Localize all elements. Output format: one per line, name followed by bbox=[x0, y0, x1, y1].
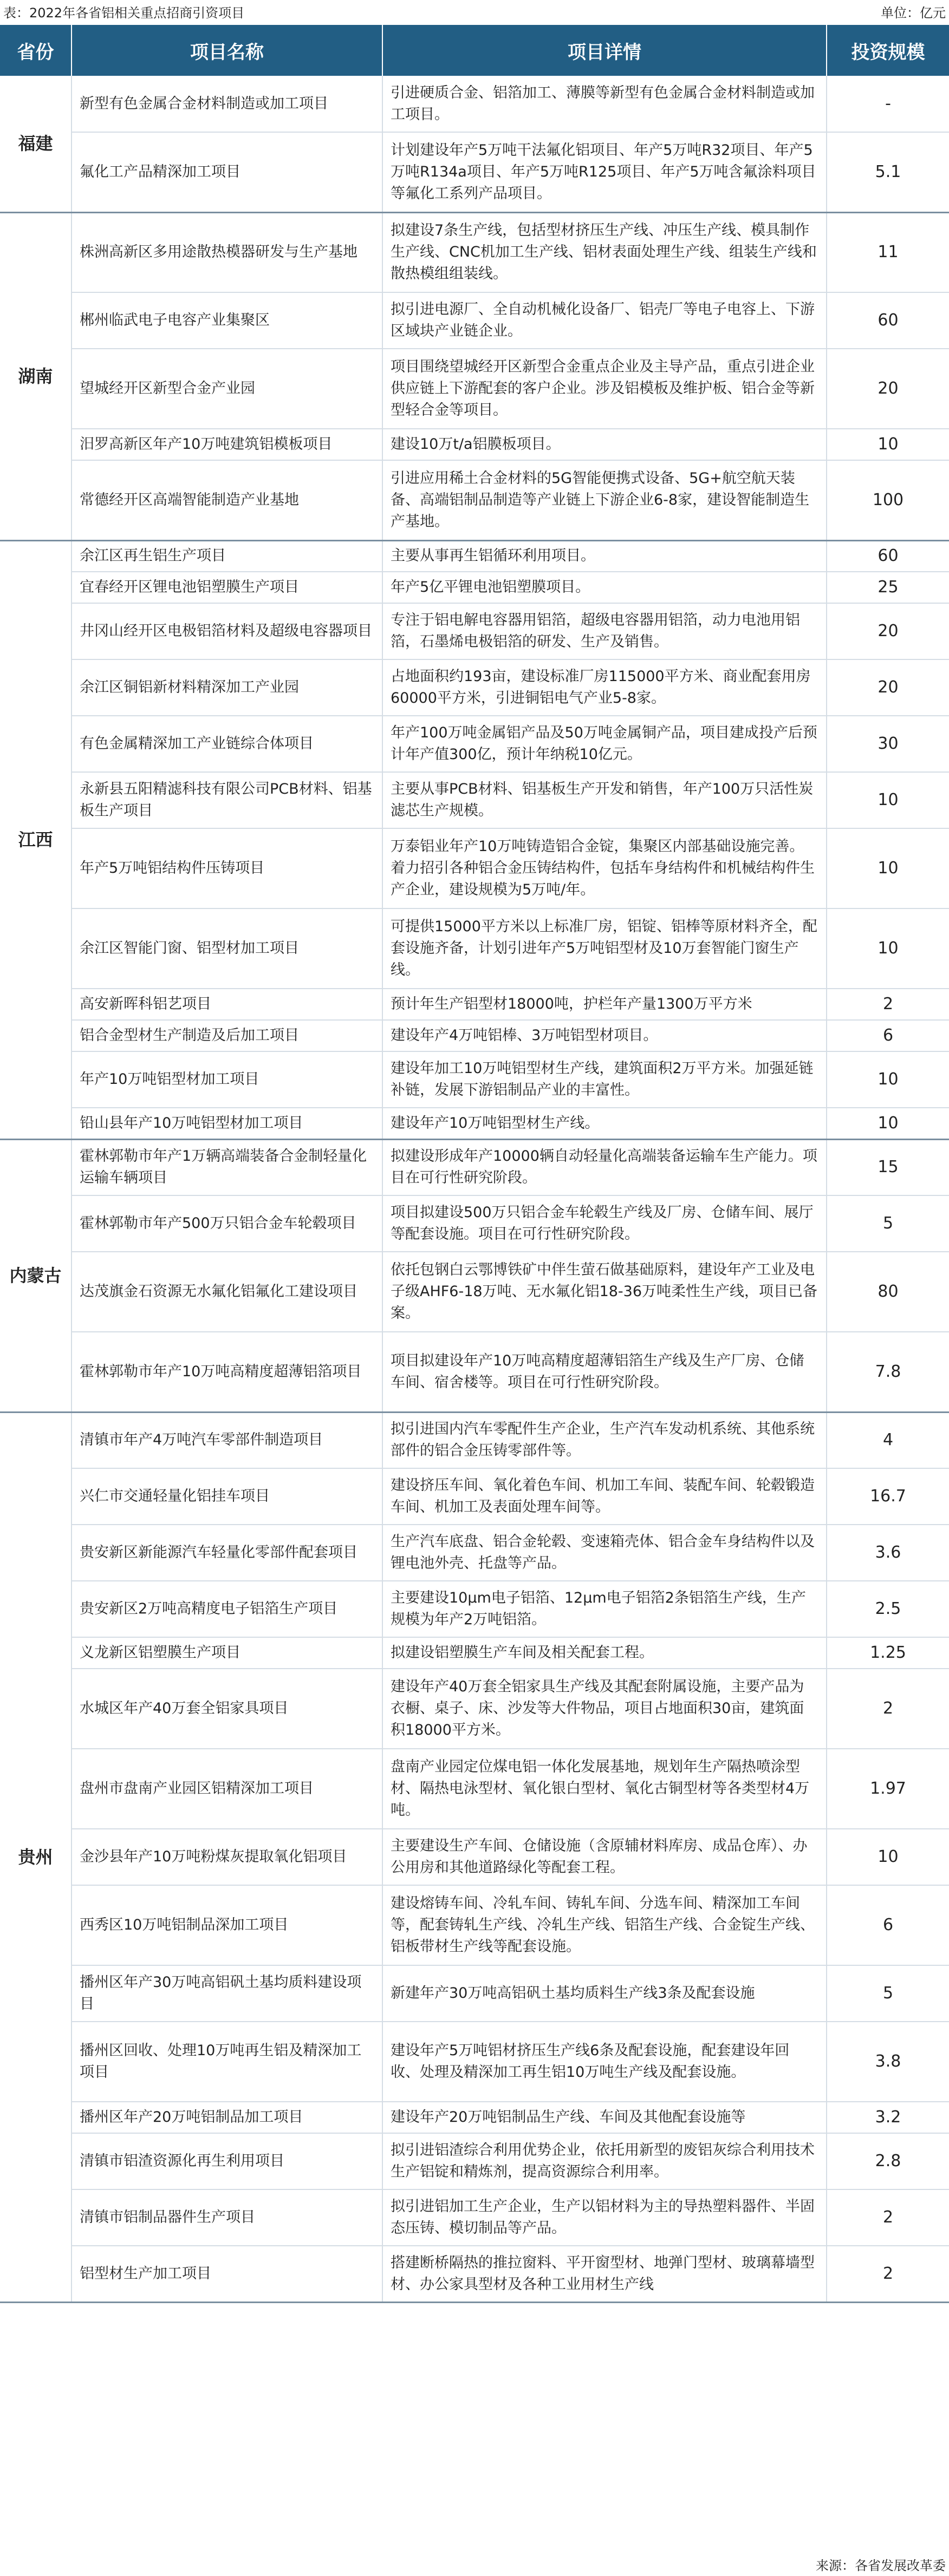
table-row bbox=[0, 2102, 949, 2133]
project-detail-cell: 生产汽车底盘、铝合金轮毂、变速箱壳体、铝合金车身结构件以及锂电池外壳、托盘等产品。 bbox=[382, 1525, 827, 1581]
project-detail-cell: 引进硬质合金、铝箔加工、薄膜等新型有色金属合金材料制造或加工项目。 bbox=[382, 76, 827, 132]
project-name-cell: 金沙县年产10万吨粉煤灰提取氧化铝项目 bbox=[72, 1829, 382, 1885]
project-name-cell: 宜春经开区锂电池铝塑膜生产项目 bbox=[72, 572, 382, 603]
project-detail-cell: 年产5亿平锂电池铝塑膜项目。 bbox=[382, 572, 827, 603]
project-name-cell: 余江区铜铝新材料精深加工产业园 bbox=[72, 659, 382, 716]
investment-cell: 10 bbox=[827, 908, 949, 989]
table-row bbox=[0, 76, 949, 132]
project-name-cell: 达茂旗金石资源无水氟化铝氟化工建设项目 bbox=[72, 1252, 382, 1332]
project-name-cell: 永新县五阳精滤科技有限公司PCB材料、铝基板生产项目 bbox=[72, 772, 382, 828]
investment-cell: 10 bbox=[827, 772, 949, 828]
investment-cell: 2 bbox=[827, 2246, 949, 2302]
table-row bbox=[0, 2022, 949, 2102]
project-detail-cell: 建设年产20万吨铝制品生产线、车间及其他配套设施等 bbox=[382, 2102, 827, 2133]
investment-cell: 5 bbox=[827, 1965, 949, 2022]
table-row bbox=[0, 1051, 949, 1108]
header-province: 省份 bbox=[0, 25, 72, 76]
investment-cell: 11 bbox=[827, 212, 949, 292]
table-row bbox=[0, 659, 949, 716]
table-row bbox=[0, 828, 949, 908]
project-name-cell: 余江区再生铝生产项目 bbox=[72, 540, 382, 572]
project-detail-cell: 拟建设铝塑膜生产车间及相关配套工程。 bbox=[382, 1637, 827, 1669]
project-detail-cell: 建设10万t/a铝膜板项目。 bbox=[382, 429, 827, 460]
project-name-cell: 高安新晖科铝艺项目 bbox=[72, 989, 382, 1020]
project-name-cell: 有色金属精深加工产业链综合体项目 bbox=[72, 716, 382, 772]
investment-cell: 60 bbox=[827, 292, 949, 349]
province-cell: 内蒙古 bbox=[0, 1139, 72, 1412]
project-detail-cell: 项目围绕望城经开区新型合金重点企业及主导产品，重点引进企业供应链上下游配套的客户企业。涉及铝模板及维护板、铝合金等新型轻合金等项目。 bbox=[382, 349, 827, 429]
project-name-cell: 兴仁市交通轻量化铝挂车项目 bbox=[72, 1468, 382, 1525]
project-name-cell: 义龙新区铝塑膜生产项目 bbox=[72, 1637, 382, 1669]
table-row bbox=[0, 540, 949, 572]
investment-cell: 25 bbox=[827, 572, 949, 603]
project-name-cell: 铝型材生产加工项目 bbox=[72, 2246, 382, 2302]
table-row bbox=[0, 1332, 949, 1412]
project-name-cell: 年产5万吨铝结构件压铸项目 bbox=[72, 828, 382, 908]
project-detail-cell: 引进应用稀土合金材料的5G智能便携式设备、5G+航空航天装备、高端铝制品制造等产业链上下游企业6-8家，建设智能制造生产基地。 bbox=[382, 460, 827, 540]
investment-cell: 3.8 bbox=[827, 2022, 949, 2102]
table-row bbox=[0, 603, 949, 659]
table-row bbox=[0, 1965, 949, 2022]
table-row bbox=[0, 132, 949, 212]
caption-bar bbox=[0, 0, 949, 23]
project-detail-cell: 主要建设生产车间、仓储设施（含原辅材料库房、成品仓库）、办公用房和其他道路绿化等配套工程。 bbox=[382, 1829, 827, 1885]
table-row bbox=[0, 1829, 949, 1885]
table-row bbox=[0, 1581, 949, 1637]
project-name-cell: 水城区年产40万套全铝家具项目 bbox=[72, 1669, 382, 1749]
table-row bbox=[0, 429, 949, 460]
project-name-cell: 常德经开区高端智能制造产业基地 bbox=[72, 460, 382, 540]
table-row bbox=[0, 1885, 949, 1965]
project-detail-cell: 搭建断桥隔热的推拉窗料、平开窗型材、地弹门型材、玻璃幕墙型材、办公家具型材及各种工业用材生产线 bbox=[382, 2246, 827, 2302]
investment-cell: 16.7 bbox=[827, 1468, 949, 1525]
investment-cell: 2 bbox=[827, 2189, 949, 2246]
project-name-cell: 清镇市铝制品器件生产项目 bbox=[72, 2189, 382, 2246]
project-name-cell: 盘州市盘南产业园区铝精深加工项目 bbox=[72, 1749, 382, 1829]
project-detail-cell: 拟引进铝渣综合利用优势企业，依托用新型的废铝灰综合利用技术生产铝锭和精炼剂，提高资源综合利用率。 bbox=[382, 2133, 827, 2189]
investment-cell: 100 bbox=[827, 460, 949, 540]
table-row bbox=[0, 1637, 949, 1669]
table-row bbox=[0, 772, 949, 828]
project-detail-cell: 主要从事再生铝循环利用项目。 bbox=[382, 540, 827, 572]
project-detail-cell: 建设年加工10万吨铝型材生产线，建筑面积2万平方米。加强延链补链，发展下游铝制品产业的丰富性。 bbox=[382, 1051, 827, 1108]
investment-cell: 60 bbox=[827, 540, 949, 572]
project-detail-cell: 主要建设10μm电子铝箔、12μm电子铝箔2条铝箔生产线，生产规模为年产2万吨铝箔。 bbox=[382, 1581, 827, 1637]
investment-cell: 3.2 bbox=[827, 2102, 949, 2133]
table-caption: 表：2022年各省铝相关重点招商引资项目 bbox=[3, 5, 245, 21]
project-name-cell: 望城经开区新型合金产业园 bbox=[72, 349, 382, 429]
table-row bbox=[0, 1139, 949, 1195]
table-row bbox=[0, 292, 949, 349]
project-name-cell: 播州区年产30万吨高铝矾土基均质料建设项目 bbox=[72, 1965, 382, 2022]
project-name-cell: 清镇市年产4万吨汽车零部件制造项目 bbox=[72, 1412, 382, 1468]
project-detail-cell: 专注于铝电解电容器用铝箔，超级电容器用铝箔，动力电池用铝箔，石墨烯电极铝箔的研发、生产及销售。 bbox=[382, 603, 827, 659]
table-row bbox=[0, 716, 949, 772]
project-name-cell: 井冈山经开区电极铝箔材料及超级电容器项目 bbox=[72, 603, 382, 659]
investment-cell: 10 bbox=[827, 1051, 949, 1108]
header-investment: 投资规模 bbox=[827, 25, 949, 76]
investment-cell: 6 bbox=[827, 1885, 949, 1965]
investment-cell: 2.8 bbox=[827, 2133, 949, 2189]
project-detail-cell: 主要从事PCB材料、铝基板生产开发和销售，年产100万只活性炭滤芯生产规模。 bbox=[382, 772, 827, 828]
table-row bbox=[0, 1412, 949, 1468]
project-detail-cell: 年产100万吨金属铝产品及50万吨金属铜产品，项目建成投产后预计年产值300亿，预计年纳税10亿元。 bbox=[382, 716, 827, 772]
project-detail-cell: 万泰铝业年产10万吨铸造铝合金锭，集聚区内部基础设施完善。着力招引各种铝合金压铸结构件，包括车身结构件和机械结构件生产企业，建设规模为5万吨/年。 bbox=[382, 828, 827, 908]
investment-cell: 15 bbox=[827, 1139, 949, 1195]
table-row bbox=[0, 1749, 949, 1829]
investment-cell: 20 bbox=[827, 603, 949, 659]
project-detail-cell: 建设年产10万吨铝型材生产线。 bbox=[382, 1108, 827, 1139]
project-name-cell: 年产10万吨铝型材加工项目 bbox=[72, 1051, 382, 1108]
table-body bbox=[0, 76, 949, 2302]
project-name-cell: 氟化工产品精深加工项目 bbox=[72, 132, 382, 212]
project-detail-cell: 预计年生产铝型材18000吨，护栏年产量1300万平方米 bbox=[382, 989, 827, 1020]
investment-cell: 1.25 bbox=[827, 1637, 949, 1669]
investment-cell: 10 bbox=[827, 1829, 949, 1885]
province-cell: 贵州 bbox=[0, 1412, 72, 2302]
table-row bbox=[0, 2189, 949, 2246]
table-row bbox=[0, 1108, 949, 1139]
investment-cell: 7.8 bbox=[827, 1332, 949, 1412]
project-detail-cell: 建设年产40万套全铝家具生产线及其配套附属设施，主要产品为衣橱、桌子、床、沙发等大件物品，项目占地面积30亩，建筑面积18000平方米。 bbox=[382, 1669, 827, 1749]
source-note: 来源：各省发展改革委 bbox=[816, 2558, 946, 2573]
investment-cell: 80 bbox=[827, 1252, 949, 1332]
project-name-cell: 贵安新区2万吨高精度电子铝箔生产项目 bbox=[72, 1581, 382, 1637]
project-detail-cell: 依托包钢白云鄂博铁矿中伴生萤石做基础原料，建设年产工业及电子级AHF6-18万吨、无水氟化铝18-36万吨柔性生产线，项目已备案。 bbox=[382, 1252, 827, 1332]
project-detail-cell: 拟引进铝加工生产企业，生产以铝材料为主的导热塑料器件、半固态压铸、模切制品等产品。 bbox=[382, 2189, 827, 2246]
project-detail-cell: 建设挤压车间、氧化着色车间、机加工车间、装配车间、轮毂锻造车间、机加工及表面处理车间等。 bbox=[382, 1468, 827, 1525]
investment-cell: - bbox=[827, 76, 949, 132]
unit-label: 单位：亿元 bbox=[881, 5, 946, 21]
table-row bbox=[0, 1468, 949, 1525]
header-project-detail: 项目详情 bbox=[382, 25, 827, 76]
project-name-cell: 郴州临武电子电容产业集聚区 bbox=[72, 292, 382, 349]
project-detail-cell: 项目拟建设500万只铝合金车轮毂生产线及厂房、仓储车间、展厅等配套设施。项目在可行性研究阶段。 bbox=[382, 1195, 827, 1252]
investment-cell: 3.6 bbox=[827, 1525, 949, 1581]
investment-cell: 2 bbox=[827, 989, 949, 1020]
project-name-cell: 霍林郭勒市年产1万辆高端装备合金制轻量化运输车辆项目 bbox=[72, 1139, 382, 1195]
project-detail-cell: 拟建设形成年产10000辆自动轻量化高端装备运输车生产能力。项目在可行性研究阶段。 bbox=[382, 1139, 827, 1195]
project-detail-cell: 建设年产4万吨铝棒、3万吨铝型材项目。 bbox=[382, 1020, 827, 1051]
table-row bbox=[0, 2246, 949, 2302]
province-cell: 福建 bbox=[0, 76, 72, 212]
header-project-name: 项目名称 bbox=[72, 25, 382, 76]
table-header-row bbox=[0, 25, 949, 76]
table-row bbox=[0, 1020, 949, 1051]
project-detail-cell: 拟引进国内汽车零配件生产企业，生产汽车发动机系统、其他系统部件的铝合金压铸零部件等。 bbox=[382, 1412, 827, 1468]
project-detail-cell: 项目拟建设年产10万吨高精度超薄铝箔生产线及生产厂房、仓储车间、宿舍楼等。项目在可行性研究阶段。 bbox=[382, 1332, 827, 1412]
investment-cell: 2.5 bbox=[827, 1581, 949, 1637]
investment-cell: 1.97 bbox=[827, 1749, 949, 1829]
project-name-cell: 西秀区10万吨铝制品深加工项目 bbox=[72, 1885, 382, 1965]
province-cell: 江西 bbox=[0, 540, 72, 1139]
project-name-cell: 播州区回收、处理10万吨再生铝及精深加工项目 bbox=[72, 2022, 382, 2102]
project-name-cell: 余江区智能门窗、铝型材加工项目 bbox=[72, 908, 382, 989]
investment-cell: 30 bbox=[827, 716, 949, 772]
table-row bbox=[0, 2133, 949, 2189]
project-name-cell: 清镇市铝渣资源化再生利用项目 bbox=[72, 2133, 382, 2189]
province-cell: 湖南 bbox=[0, 212, 72, 540]
project-name-cell: 霍林郭勒市年产500万只铝合金车轮毂项目 bbox=[72, 1195, 382, 1252]
project-detail-cell: 建设年产5万吨铝材挤压生产线6条及配套设施，配套建设年回收、处理及精深加工再生铝10万吨生产线及配套设施。 bbox=[382, 2022, 827, 2102]
table-row bbox=[0, 212, 949, 292]
project-name-cell: 新型有色金属合金材料制造或加工项目 bbox=[72, 76, 382, 132]
project-name-cell: 霍林郭勒市年产10万吨高精度超薄铝箔项目 bbox=[72, 1332, 382, 1412]
table-row bbox=[0, 1669, 949, 1749]
projects-table bbox=[0, 25, 949, 2303]
table-row bbox=[0, 1525, 949, 1581]
table-row bbox=[0, 349, 949, 429]
project-detail-cell: 拟引进电源厂、全自动机械化设备厂、铝壳厂等电子电容上、下游区域块产业链企业。 bbox=[382, 292, 827, 349]
project-detail-cell: 建设熔铸车间、冷轧车间、铸轧车间、分选车间、精深加工车间等，配套铸轧生产线、冷轧生产线、铝箔生产线、合金锭生产线、铝板带材生产线等配套设施。 bbox=[382, 1885, 827, 1965]
project-detail-cell: 拟建设7条生产线，包括型材挤压生产线、冲压生产线、模具制作生产线、CNC机加工生产线、铝材表面处理生产线、组装生产线和散热模组组装线。 bbox=[382, 212, 827, 292]
investment-cell: 10 bbox=[827, 1108, 949, 1139]
table-row bbox=[0, 572, 949, 603]
investment-cell: 5.1 bbox=[827, 132, 949, 212]
project-detail-cell: 盘南产业园定位煤电铝一体化发展基地，规划年生产隔热喷涂型材、隔热电泳型材、氧化银白型材、氧化古铜型材等各类型材4万吨。 bbox=[382, 1749, 827, 1829]
investment-cell: 20 bbox=[827, 659, 949, 716]
investment-cell: 6 bbox=[827, 1020, 949, 1051]
project-name-cell: 铅山县年产10万吨铝型材加工项目 bbox=[72, 1108, 382, 1139]
table-row bbox=[0, 1252, 949, 1332]
project-name-cell: 株洲高新区多用途散热模器研发与生产基地 bbox=[72, 212, 382, 292]
table-row bbox=[0, 908, 949, 989]
project-name-cell: 汨罗高新区年产10万吨建筑铝模板项目 bbox=[72, 429, 382, 460]
project-detail-cell: 计划建设年产5万吨干法氟化铝项目、年产5万吨R32项目、年产5万吨R134a项目、年产5万吨R125项目、年产5万吨含氟涂料项目等氟化工系列产品项目。 bbox=[382, 132, 827, 212]
investment-cell: 2 bbox=[827, 1669, 949, 1749]
investment-cell: 4 bbox=[827, 1412, 949, 1468]
project-name-cell: 贵安新区新能源汽车轻量化零部件配套项目 bbox=[72, 1525, 382, 1581]
investment-cell: 10 bbox=[827, 429, 949, 460]
project-detail-cell: 可提供15000平方米以上标准厂房，铝锭、铝棒等原材料齐全，配套设施齐备，计划引进年产5万吨铝型材及10万套智能门窗生产线。 bbox=[382, 908, 827, 989]
project-name-cell: 播州区年产20万吨铝制品加工项目 bbox=[72, 2102, 382, 2133]
project-name-cell: 铝合金型材生产制造及后加工项目 bbox=[72, 1020, 382, 1051]
investment-cell: 20 bbox=[827, 349, 949, 429]
project-detail-cell: 占地面积约193亩，建设标准厂房115000平方米、商业配套用房60000平方米，引进铜铝电气产业5-8家。 bbox=[382, 659, 827, 716]
table-row bbox=[0, 460, 949, 540]
investment-cell: 10 bbox=[827, 828, 949, 908]
table-row bbox=[0, 989, 949, 1020]
table-row bbox=[0, 1195, 949, 1252]
project-detail-cell: 新建年产30万吨高铝矾土基均质料生产线3条及配套设施 bbox=[382, 1965, 827, 2022]
investment-cell: 5 bbox=[827, 1195, 949, 1252]
